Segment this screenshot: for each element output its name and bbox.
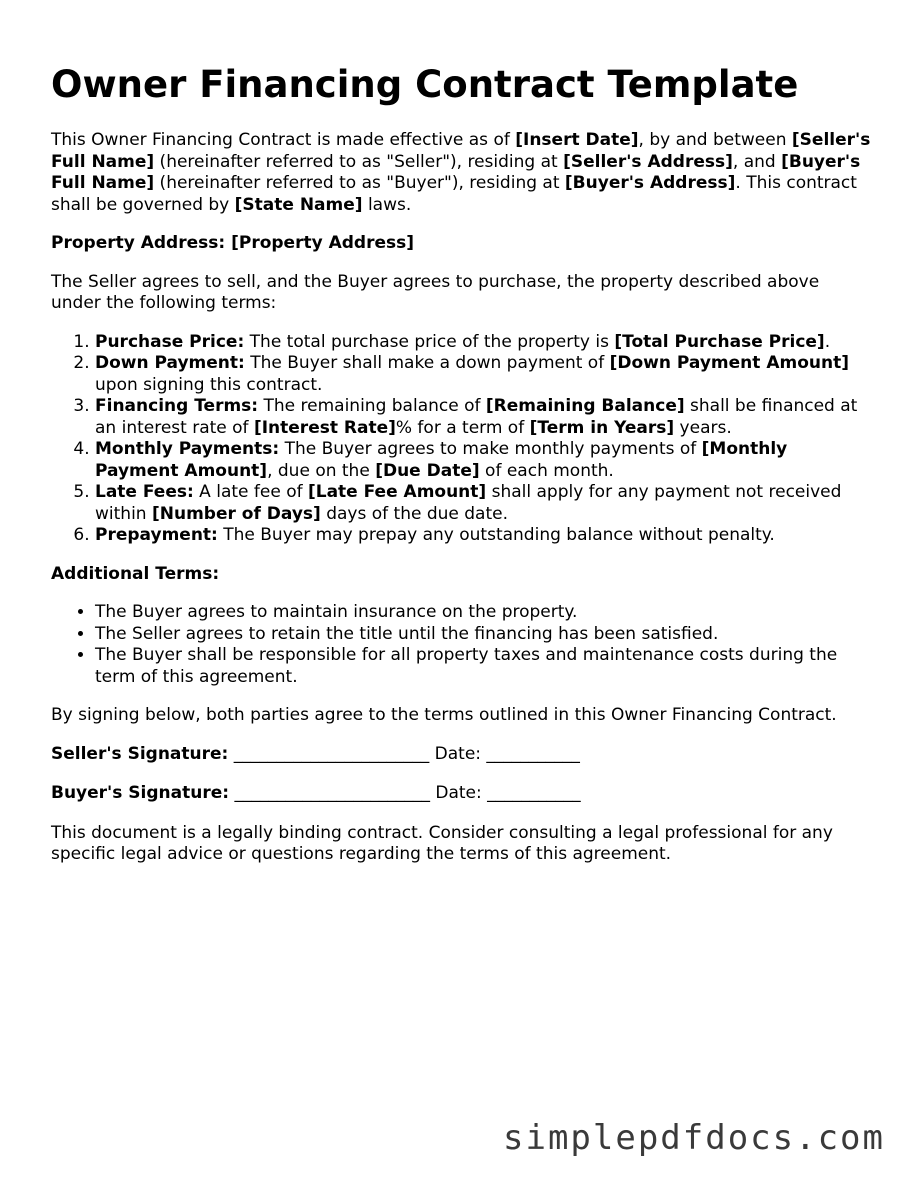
- property-address-heading: [51, 233, 871, 255]
- term-label: Purchase Price:: [95, 331, 245, 352]
- term-text: days of the due date.: [320, 503, 509, 524]
- closing-paragraph: By signing below, both parties agree to the terms outlined in this Owner Financing Contract.: [51, 705, 837, 725]
- term-text: The Buyer agrees to make monthly payments of: [279, 439, 702, 459]
- list-item: [95, 482, 871, 525]
- term-text: The total purchase price of the property is: [244, 331, 615, 352]
- term-text: years.: [674, 417, 732, 438]
- term-text: The Buyer may prepay any outstanding balance without penalty.: [217, 525, 775, 545]
- term-label: Late Fees:: [95, 482, 194, 502]
- page-title: Owner Financing Contract Template: [51, 63, 799, 106]
- list-item: [95, 525, 871, 547]
- additional-terms-label: Additional Terms:: [51, 563, 220, 584]
- list-item: [95, 439, 871, 482]
- document-body: [51, 62, 871, 883]
- list-item: [95, 353, 871, 396]
- buyer-address-placeholder: [Buyer's Address]: [564, 173, 736, 193]
- intro-text: . This contract shall be governed by: [51, 173, 857, 215]
- term-text: of each month.: [479, 460, 614, 481]
- term-placeholder: [Interest Rate]: [253, 417, 396, 438]
- term-text: The remaining balance of: [258, 396, 486, 416]
- seller-signature-blank: _______________________ Date: ___________: [228, 743, 580, 764]
- buyer-signature-label: Buyer's Signature:: [51, 783, 230, 803]
- term-text: A late fee of: [193, 482, 308, 502]
- state-name-placeholder: [State Name]: [234, 194, 363, 215]
- insert-date-placeholder: [Insert Date]: [515, 130, 639, 150]
- term-label: Prepayment:: [95, 525, 218, 545]
- seller-signature-line: [51, 744, 871, 766]
- site-watermark: simplepdfdocs.com: [503, 1118, 885, 1158]
- intro-paragraph: [51, 130, 871, 216]
- term-placeholder: [Monthly Payment Amount]: [95, 439, 788, 481]
- intro-text: (hereinafter referred to as "Seller"), residing at: [154, 151, 564, 172]
- seller-signature-label: Seller's Signature:: [51, 743, 229, 764]
- list-item: [95, 396, 871, 439]
- intro-text: (hereinafter referred to as "Buyer"), residing at: [154, 173, 565, 193]
- terms-list: [51, 332, 871, 547]
- seller-address-placeholder: [Seller's Address]: [563, 151, 733, 172]
- list-item: • The Seller agrees to retain the title until the financing has been satisfied.: [95, 624, 871, 646]
- term-label: Monthly Payments:: [95, 439, 280, 459]
- agreement-intro: The Seller agrees to sell, and the Buyer agrees to purchase, the property described above under the following terms:: [51, 271, 820, 313]
- term-text: .: [824, 331, 831, 352]
- intro-text: , and: [732, 151, 782, 172]
- term-text: , due on the: [267, 460, 376, 481]
- term-placeholder: [Number of Days]: [151, 503, 321, 524]
- term-placeholder: [Late Fee Amount]: [307, 482, 487, 502]
- term-placeholder: [Total Purchase Price]: [614, 331, 825, 352]
- term-text: upon signing this contract.: [95, 374, 323, 395]
- term-placeholder: [Down Payment Amount]: [609, 353, 849, 373]
- term-placeholder: [Term in Years]: [529, 417, 675, 438]
- buyer-signature-line: [51, 783, 871, 805]
- property-address-label: Property Address: [Property Address]: [51, 233, 415, 253]
- term-label: Down Payment:: [95, 353, 245, 373]
- term-text: % for a term of: [395, 417, 530, 438]
- buyer-name-placeholder: [Buyer's Full Name]: [51, 151, 861, 193]
- term-placeholder: [Remaining Balance]: [485, 396, 685, 416]
- intro-text: , by and between: [638, 130, 792, 150]
- list-item: • The Buyer agrees to maintain insurance on the property.: [95, 602, 871, 624]
- list-item: • The Buyer shall be responsible for all property taxes and maintenance costs during the term of this agreement.: [95, 645, 871, 688]
- term-text: shall apply for any payment not received within: [95, 482, 842, 524]
- term-text: The Buyer shall make a down payment of: [244, 353, 610, 373]
- seller-name-placeholder: [Seller's Full Name]: [51, 130, 871, 172]
- additional-terms-heading: [51, 564, 871, 586]
- term-placeholder: [Due Date]: [375, 460, 480, 481]
- additional-terms-list: [51, 602, 871, 688]
- intro-text: laws.: [362, 194, 412, 215]
- disclaimer-paragraph: This document is a legally binding contract. Consider consulting a legal professional for any specific legal advice or questions regarding the terms of this agreement.: [51, 822, 833, 864]
- intro-text: This Owner Financing Contract is made effective as of: [51, 130, 516, 150]
- buyer-signature-blank: _______________________ Date: ___________: [229, 783, 581, 803]
- list-item: [95, 332, 871, 354]
- term-text: shall be financed at an interest rate of: [95, 396, 858, 438]
- term-label: Financing Terms:: [95, 396, 259, 416]
